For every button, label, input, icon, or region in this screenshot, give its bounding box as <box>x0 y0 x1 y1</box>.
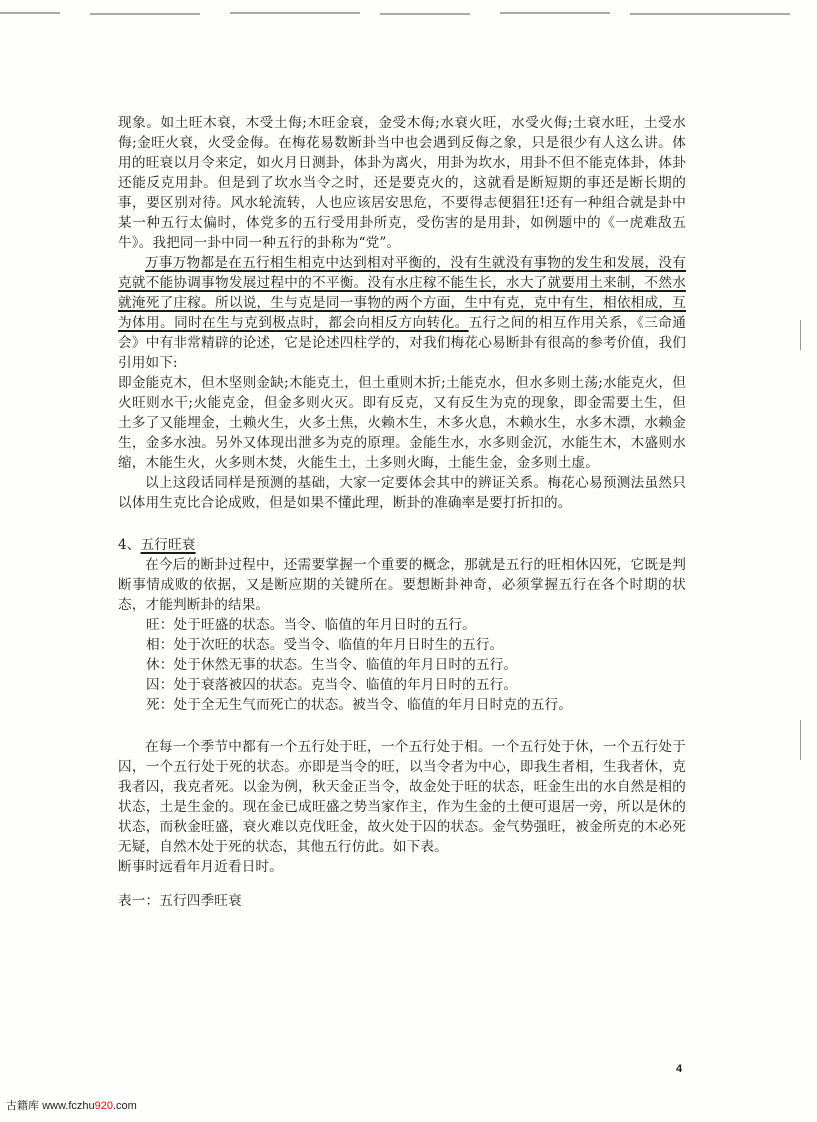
watermark-url-number: 920 <box>94 1100 113 1112</box>
table-caption: 表一：五行四季旺衰 <box>118 893 242 909</box>
section-heading <box>118 535 686 555</box>
state-item <box>118 635 686 655</box>
site-watermark <box>6 1097 137 1113</box>
section-title: 五行旺衰 <box>140 537 196 553</box>
watermark-url: www.fczhu <box>42 1100 95 1112</box>
state-label: 旺： <box>146 617 174 633</box>
page-number: 4 <box>676 1063 683 1075</box>
state-text: 处于全无生气而死亡的状态。被当令、临值的年月日时克的五行。 <box>173 697 573 713</box>
scan-margin-mark <box>800 720 801 760</box>
state-text: 处于衰落被囚的状态。克当令、临值的年月日时的五行。 <box>173 677 518 693</box>
state-text: 处于休然无事的状态。生当令、临值的年月日时的五行。 <box>173 657 518 673</box>
scan-top-rule <box>0 8 817 18</box>
paragraph-text: 五行之间的相互作用关系，《三命通会》中有非常精辟的论述，它是论述四柱学的，对我们梅花心易断卦有很高的参考价值，我们引用如下: <box>118 315 686 371</box>
state-label: 休： <box>146 657 174 673</box>
state-item <box>118 675 686 695</box>
quoted-passage: 即金能克木，但木坚则金缺;木能克土，但土重则木折;土能克水，但水多则土荡;水能克火，但火旺则水干;火能克金，但金多则火灭。即有反克，又有反生为克的现象，即金需要土生，但土多了又能埋金，土赖火生，火多土焦，火赖木生，木多火息，木赖水生，水多木漂，水赖金生，金多水浊。另外又体现出泄多为克的原理。金能生水，水多则金沉，水能生木，木盛则水缩，木能生火，火多则木焚，火能生土，土多则火晦，土能生金，金多则土虚。 <box>118 375 686 471</box>
scan-margin-mark <box>800 320 801 350</box>
state-item <box>118 655 686 675</box>
state-label: 相： <box>146 637 174 653</box>
paragraph: 在今后的断卦过程中，还需要掌握一个重要的概念，那就是五行的旺相休囚死，它既是判断事情成败的依据，又是断应期的关键所在。要想断卦神奇，必须掌握五行在各个时期的状态，才能判断卦的结果。 <box>118 557 686 613</box>
watermark-site-name: 古籍库 <box>6 1100 39 1112</box>
state-item <box>118 615 686 635</box>
underlined-passage: 万事万物都是在五行相生相克中达到相对平衡的，没有生就没有事物的发生和发展，没有克就不能协调事物发展过程中的不平衡。没有水庄稼不能生长，水大了就要用土来制，不然水就淹死了庄稼。所以说，生与克是同一事物的两个方面，生中有克，克中有生，相依相成，互为体用。同时在生与克到极点时，都会向相反方向转化。 <box>118 255 686 331</box>
paragraph: 在每一个季节中都有一个五行处于旺，一个五行处于相。一个五行处于休，一个五行处于囚，一个五行处于死的状态。亦即是当令的旺，以当令者为中心，即我生者相，生我者休，克我者囚，我克者死。以金为例，秋天金正当令，故金处于旺的状态，旺金生出的水自然是相的状态，土是生金的。现在金已成旺盛之势当家作主，作为生金的土便可退居一旁，所以是休的状态，而秋金旺盛，衰火难以克伐旺金，故火处于囚的状态。金气势强旺，被金所克的木必死无疑，自然木处于死的状态，其他五行仿此。如下表。 <box>118 739 686 855</box>
page-body <box>118 113 686 911</box>
paragraph: 现象。如土旺木衰，木受土侮;木旺金衰，金受木侮;水衰火旺，水受火侮;土衰水旺，土受水侮;金旺火衰，火受金侮。在梅花易数断卦当中也会遇到反侮之象，只是很少有人这么讲。体用的旺衰以月令来定，如火月日测卦，体卦为离火，用卦为坎水，用卦不但不能克体卦，体卦还能反克用卦。但是到了坎水当令之时，还是要克火的，这就看是断短期的事还是断长期的事，要区别对待。风水轮流转，人也应该居安思危，不要得志便猖狂!还有一种组合就是卦中某一种五行太偏时，体党多的五行受用卦所克，受伤害的是用卦，如例题中的《一虎难敌五牛》。我把同一卦中同一种五行的卦称为“党”。 <box>118 115 686 251</box>
state-text: 处于旺盛的状态。当令、临值的年月日时的五行。 <box>173 617 476 633</box>
state-label: 囚： <box>146 677 174 693</box>
watermark-url-suffix: .com <box>113 1100 137 1112</box>
state-list <box>118 615 686 715</box>
paragraph: 断事时远看年月近看日时。 <box>118 859 283 875</box>
paragraph <box>118 253 686 373</box>
state-text: 处于次旺的状态。受当令、临值的年月日时生的五行。 <box>173 637 504 653</box>
section-number: 4、 <box>118 537 141 553</box>
state-item <box>118 695 686 715</box>
state-label: 死： <box>146 697 174 713</box>
paragraph: 以上这段话同样是预测的基础，大家一定要体会其中的辨证关系。梅花心易预测法虽然只以体用生克比合论成败，但是如果不懂此理，断卦的准确率是要打折扣的。 <box>118 475 686 511</box>
